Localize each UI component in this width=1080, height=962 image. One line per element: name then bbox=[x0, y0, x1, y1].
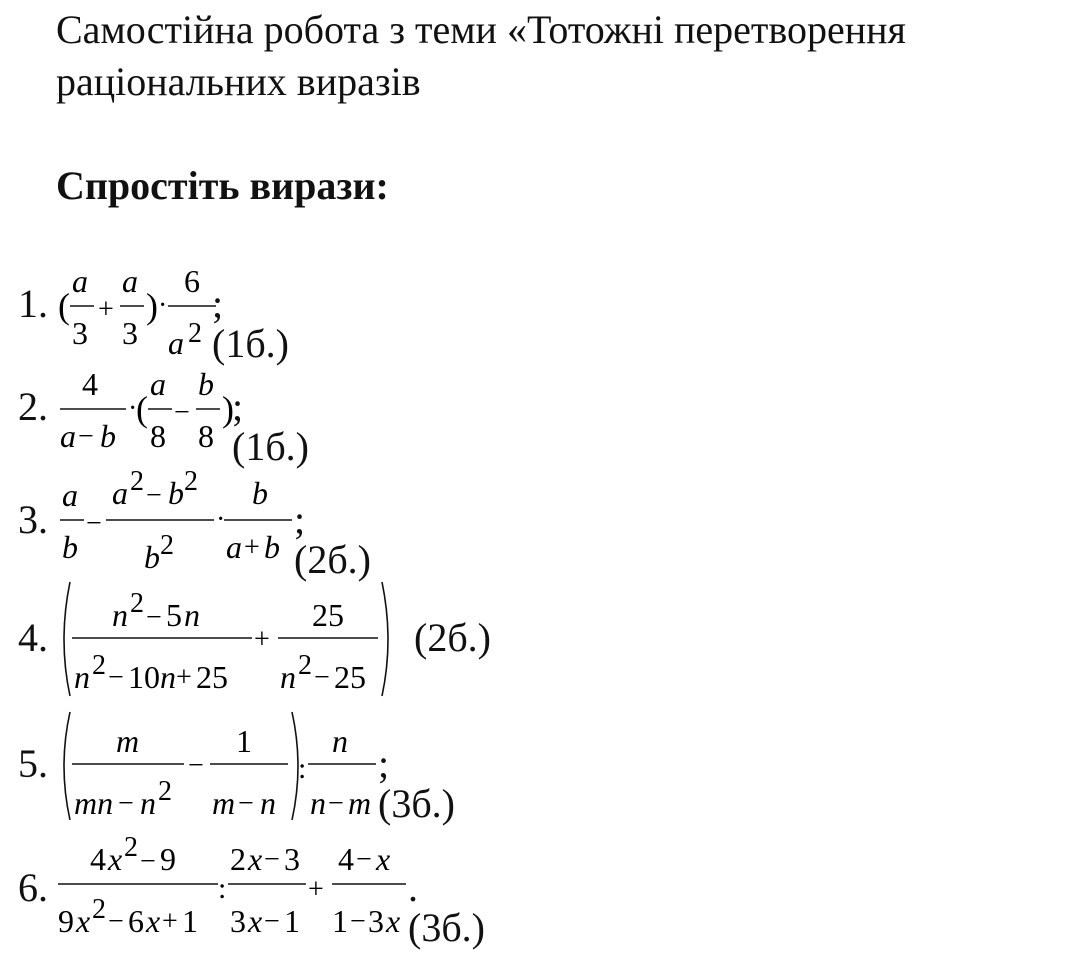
problem-number: 3. bbox=[18, 497, 48, 542]
svg-text:x: x bbox=[386, 903, 401, 939]
math-expression bbox=[56, 710, 396, 824]
page-title bbox=[56, 4, 1066, 108]
svg-text:8: 8 bbox=[150, 418, 166, 454]
svg-text:+: + bbox=[176, 662, 192, 693]
svg-text:6: 6 bbox=[184, 263, 200, 299]
svg-text:a: a bbox=[72, 263, 88, 299]
svg-text:+: + bbox=[254, 624, 270, 655]
svg-text:a: a bbox=[62, 477, 78, 513]
svg-text:): ) bbox=[222, 389, 234, 429]
svg-text:−: − bbox=[174, 397, 190, 428]
problem-number: 6. bbox=[18, 865, 48, 910]
svg-text:2: 2 bbox=[298, 650, 312, 681]
problem-score: ; (1б.) bbox=[232, 384, 309, 469]
svg-text:−: − bbox=[314, 662, 330, 693]
svg-text:2: 2 bbox=[158, 776, 172, 807]
svg-text:−: − bbox=[264, 906, 280, 937]
svg-text:n: n bbox=[260, 785, 276, 821]
svg-text:2: 2 bbox=[188, 318, 202, 349]
svg-text:x: x bbox=[248, 841, 263, 877]
svg-text:1: 1 bbox=[182, 903, 198, 939]
svg-text:mn: mn bbox=[74, 785, 114, 821]
svg-text:a: a bbox=[226, 529, 242, 565]
svg-text:−: − bbox=[238, 788, 254, 819]
svg-text:n: n bbox=[184, 597, 200, 633]
svg-text:1: 1 bbox=[236, 723, 252, 759]
problem-score: .(3б.) bbox=[408, 865, 485, 950]
svg-text:x: x bbox=[76, 903, 91, 939]
expression-texts bbox=[0, 0, 1, 1]
svg-text:3: 3 bbox=[230, 903, 246, 939]
svg-text:2: 2 bbox=[124, 832, 138, 863]
svg-text:8: 8 bbox=[198, 418, 214, 454]
svg-text:2: 2 bbox=[184, 468, 198, 497]
svg-text:x: x bbox=[376, 841, 391, 877]
title-line-2: раціональних виразів bbox=[56, 59, 421, 104]
svg-text:b: b bbox=[252, 475, 268, 511]
svg-text:n: n bbox=[74, 659, 90, 695]
svg-text:−: − bbox=[146, 602, 162, 633]
svg-text:(: ( bbox=[58, 286, 70, 326]
problem-number: 2. bbox=[18, 384, 48, 429]
math-expression bbox=[56, 365, 356, 469]
svg-text:−: − bbox=[78, 421, 94, 452]
svg-text:25: 25 bbox=[312, 597, 344, 633]
math-expression bbox=[56, 578, 406, 702]
svg-text:2: 2 bbox=[230, 841, 246, 877]
svg-text:a: a bbox=[112, 475, 128, 511]
svg-text:·: · bbox=[128, 393, 138, 424]
svg-text:−: − bbox=[86, 508, 102, 539]
svg-text:): ) bbox=[146, 286, 158, 326]
svg-text:−: − bbox=[140, 846, 156, 877]
svg-text:6: 6 bbox=[128, 903, 144, 939]
svg-text:2: 2 bbox=[160, 530, 174, 561]
svg-text:+: + bbox=[244, 532, 260, 563]
title-line-1: Самостійна робота з теми «Тотожні перетворення bbox=[56, 7, 906, 52]
svg-text:−: − bbox=[188, 750, 204, 781]
svg-text:3: 3 bbox=[72, 315, 88, 351]
expression-text-1 bbox=[0, 0, 1, 1]
math-expression bbox=[56, 262, 356, 366]
svg-text:1: 1 bbox=[332, 903, 348, 939]
svg-text:4: 4 bbox=[82, 366, 98, 402]
svg-text::: : bbox=[218, 872, 227, 905]
task-heading: Спростіть вирази: bbox=[56, 163, 389, 208]
svg-text:−: − bbox=[108, 662, 124, 693]
svg-text:25: 25 bbox=[196, 659, 228, 695]
problem-number: 5. bbox=[18, 741, 48, 786]
svg-text:n: n bbox=[140, 785, 156, 821]
svg-text:+: + bbox=[162, 906, 178, 937]
svg-text:·: · bbox=[216, 504, 226, 535]
svg-text:b: b bbox=[144, 539, 160, 575]
svg-text:b: b bbox=[168, 475, 184, 511]
svg-text:2: 2 bbox=[130, 588, 144, 619]
svg-text:3: 3 bbox=[368, 903, 384, 939]
svg-text:m: m bbox=[212, 785, 236, 821]
svg-text:x: x bbox=[248, 903, 263, 939]
problem-number: 4. bbox=[18, 615, 48, 660]
svg-text:4: 4 bbox=[338, 841, 354, 877]
svg-text:b: b bbox=[198, 366, 214, 402]
svg-text:1: 1 bbox=[284, 903, 300, 939]
svg-text:(: ( bbox=[136, 389, 148, 429]
problem-number: 1. bbox=[18, 281, 48, 326]
svg-text:2: 2 bbox=[130, 468, 144, 497]
svg-text:−: − bbox=[108, 906, 124, 937]
svg-text:b: b bbox=[62, 529, 78, 565]
svg-text:−: − bbox=[264, 844, 280, 875]
problem-score: ; (1б.) bbox=[212, 281, 289, 366]
svg-text:9: 9 bbox=[160, 841, 176, 877]
math-expression bbox=[56, 468, 316, 578]
svg-text:a: a bbox=[150, 366, 166, 402]
svg-text:5: 5 bbox=[166, 597, 182, 633]
svg-text:9: 9 bbox=[58, 903, 74, 939]
math-expression bbox=[56, 832, 416, 942]
svg-text:+: + bbox=[308, 874, 324, 905]
svg-text:b: b bbox=[264, 529, 280, 565]
svg-text:n: n bbox=[160, 659, 176, 695]
problem-score: ;(3б.) bbox=[378, 741, 455, 826]
svg-text:+: + bbox=[98, 294, 114, 325]
svg-text:b: b bbox=[100, 418, 116, 454]
svg-text:a: a bbox=[168, 325, 184, 361]
svg-text:−: − bbox=[356, 844, 372, 875]
problem-score: (2б.) bbox=[414, 615, 491, 660]
svg-text:·: · bbox=[158, 290, 168, 321]
svg-text:10: 10 bbox=[128, 659, 160, 695]
svg-text:−: − bbox=[146, 480, 162, 511]
svg-text:a: a bbox=[60, 418, 76, 454]
svg-text:25: 25 bbox=[334, 659, 366, 695]
svg-text:a: a bbox=[122, 263, 138, 299]
svg-text:3: 3 bbox=[284, 841, 300, 877]
svg-text:−: − bbox=[118, 788, 134, 819]
svg-text:3: 3 bbox=[122, 315, 138, 351]
svg-text:n: n bbox=[332, 723, 348, 759]
svg-text:n: n bbox=[310, 785, 326, 821]
svg-text:2: 2 bbox=[92, 894, 106, 925]
svg-text:x: x bbox=[108, 841, 123, 877]
svg-text:−: − bbox=[328, 788, 344, 819]
svg-text:n: n bbox=[112, 597, 128, 633]
svg-text:x: x bbox=[146, 903, 161, 939]
svg-text:4: 4 bbox=[90, 841, 106, 877]
svg-text:2: 2 bbox=[92, 650, 106, 681]
svg-text:m: m bbox=[116, 723, 140, 759]
svg-text:n: n bbox=[280, 659, 296, 695]
svg-text::: : bbox=[298, 752, 307, 785]
problem-score: ; (2б.) bbox=[294, 497, 371, 582]
svg-text:−: − bbox=[350, 906, 366, 937]
svg-text:m: m bbox=[348, 785, 372, 821]
